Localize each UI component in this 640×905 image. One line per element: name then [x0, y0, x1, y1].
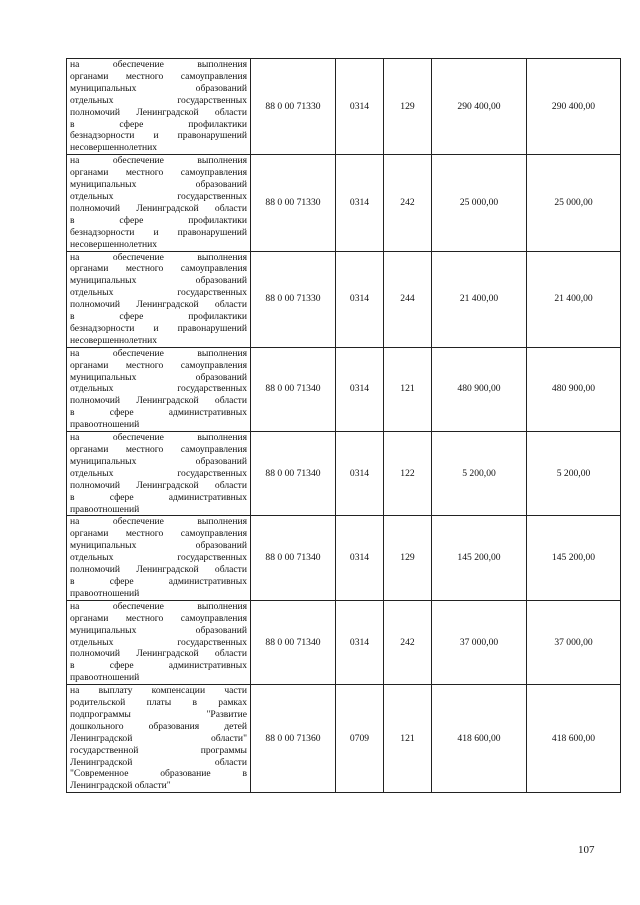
target-code-cell: 88 0 00 71340 [251, 347, 336, 431]
description-line: в сфере административных [70, 660, 247, 672]
description-line: полномочий Ленинградской области [70, 106, 247, 118]
amount-cell-1: 5 200,00 [432, 432, 527, 516]
section-code-cell: 0314 [336, 59, 384, 155]
description-line: родительской платы в рамках [70, 697, 247, 709]
description-line: муниципальных образований [70, 275, 247, 287]
description-line: отдельных государственных [70, 467, 247, 479]
description-line: в сфере профилактики [70, 118, 247, 130]
description-line: отдельных государственных [70, 190, 247, 202]
expense-type-cell: 242 [384, 155, 432, 251]
amount-cell-2: 480 900,00 [527, 347, 621, 431]
row-description [67, 251, 251, 347]
description-line: отдельных государственных [70, 94, 247, 106]
description-line: подпрограммы "Развитие [70, 708, 247, 720]
expense-type-cell: 121 [384, 347, 432, 431]
amount-cell-2: 290 400,00 [527, 59, 621, 155]
description-line: органами местного самоуправления [70, 167, 247, 179]
description-line: полномочий Ленинградской области [70, 202, 247, 214]
description-line: отдельных государственных [70, 287, 247, 299]
description-line: на обеспечение выполнения [70, 347, 247, 359]
description-line: "Современное образование в [70, 768, 247, 780]
page-number: 107 [578, 844, 595, 856]
section-code-cell: 0709 [336, 685, 384, 793]
table-row [67, 600, 621, 684]
table-row [67, 685, 621, 793]
amount-cell-2: 21 400,00 [527, 251, 621, 347]
description-line: органами местного самоуправления [70, 359, 247, 371]
table-row [67, 251, 621, 347]
description-line: в сфере административных [70, 491, 247, 503]
description-line: Ленинградской области" [70, 780, 171, 792]
description-line: на обеспечение выполнения [70, 516, 247, 528]
description-line: муниципальных образований [70, 624, 247, 636]
table-row [67, 155, 621, 251]
description-line: в сфере профилактики [70, 214, 247, 226]
row-description [67, 432, 251, 516]
target-code-cell: 88 0 00 71360 [251, 685, 336, 793]
description-line: муниципальных образований [70, 455, 247, 467]
row-description [67, 516, 251, 600]
description-line: органами местного самоуправления [70, 70, 247, 82]
table-row [67, 347, 621, 431]
description-line: органами местного самоуправления [70, 263, 247, 275]
description-line: государственной программы [70, 744, 247, 756]
amount-cell-1: 37 000,00 [432, 600, 527, 684]
expense-type-cell: 122 [384, 432, 432, 516]
description-line: безнадзорности и правонарушений [70, 226, 247, 238]
expense-type-cell: 129 [384, 516, 432, 600]
description-line: полномочий Ленинградской области [70, 479, 247, 491]
description-line: несовершеннолетних [70, 238, 158, 250]
description-line: отдельных государственных [70, 383, 247, 395]
section-code-cell: 0314 [336, 155, 384, 251]
description-line: дошкольного образования детей [70, 720, 247, 732]
amount-cell-2: 418 600,00 [527, 685, 621, 793]
description-line: в сфере административных [70, 575, 247, 587]
amount-cell-1: 25 000,00 [432, 155, 527, 251]
section-code-cell: 0314 [336, 600, 384, 684]
section-code-cell: 0314 [336, 347, 384, 431]
description-line: полномочий Ленинградской области [70, 564, 247, 576]
section-code-cell: 0314 [336, 432, 384, 516]
expense-type-cell: 242 [384, 600, 432, 684]
target-code-cell: 88 0 00 71330 [251, 251, 336, 347]
description-line: на обеспечение выполнения [70, 155, 247, 167]
target-code-cell: 88 0 00 71330 [251, 155, 336, 251]
amount-cell-1: 480 900,00 [432, 347, 527, 431]
description-line: муниципальных образований [70, 540, 247, 552]
description-line: правоотношений [70, 587, 140, 599]
description-line: на обеспечение выполнения [70, 432, 247, 444]
description-line: несовершеннолетних [70, 334, 158, 346]
budget-table [66, 58, 621, 793]
description-line: на обеспечение выполнения [70, 600, 247, 612]
amount-cell-2: 5 200,00 [527, 432, 621, 516]
amount-cell-1: 145 200,00 [432, 516, 527, 600]
expense-type-cell: 129 [384, 59, 432, 155]
description-line: органами местного самоуправления [70, 444, 247, 455]
description-line: полномочий Ленинградской области [70, 648, 247, 660]
description-line: в сфере административных [70, 407, 247, 419]
target-code-cell: 88 0 00 71340 [251, 516, 336, 600]
description-line: муниципальных образований [70, 179, 247, 191]
description-line: отдельных государственных [70, 636, 247, 648]
amount-cell-1: 21 400,00 [432, 251, 527, 347]
table-row [67, 516, 621, 600]
description-line: полномочий Ленинградской области [70, 299, 247, 311]
expense-type-cell: 121 [384, 685, 432, 793]
amount-cell-2: 37 000,00 [527, 600, 621, 684]
row-description [67, 59, 251, 155]
description-line: на обеспечение выполнения [70, 59, 247, 70]
description-line: муниципальных образований [70, 82, 247, 94]
description-line: на обеспечение выполнения [70, 251, 247, 263]
description-line: органами местного самоуправления [70, 612, 247, 624]
description-line: правоотношений [70, 419, 140, 431]
row-description [67, 347, 251, 431]
row-description [67, 600, 251, 684]
description-line: правоотношений [70, 503, 140, 515]
description-line: муниципальных образований [70, 371, 247, 383]
table-row [67, 59, 621, 155]
amount-cell-1: 418 600,00 [432, 685, 527, 793]
description-line: полномочий Ленинградской области [70, 395, 247, 407]
description-line: в сфере профилактики [70, 311, 247, 323]
description-line: Ленинградской области" [70, 732, 247, 744]
target-code-cell: 88 0 00 71340 [251, 432, 336, 516]
section-code-cell: 0314 [336, 251, 384, 347]
expense-type-cell: 244 [384, 251, 432, 347]
description-line: на выплату компенсации части [70, 685, 247, 697]
target-code-cell: 88 0 00 71340 [251, 600, 336, 684]
section-code-cell: 0314 [336, 516, 384, 600]
description-line: несовершеннолетних [70, 142, 158, 154]
description-line: отдельных государственных [70, 552, 247, 564]
description-line: безнадзорности и правонарушений [70, 130, 247, 142]
row-description [67, 685, 251, 793]
table-row [67, 432, 621, 516]
description-line: Ленинградской области [70, 756, 247, 768]
description-line: безнадзорности и правонарушений [70, 322, 247, 334]
amount-cell-2: 25 000,00 [527, 155, 621, 251]
budget-table-body [67, 59, 621, 793]
target-code-cell: 88 0 00 71330 [251, 59, 336, 155]
description-line: органами местного самоуправления [70, 528, 247, 540]
description-line: правоотношений [70, 672, 140, 684]
amount-cell-1: 290 400,00 [432, 59, 527, 155]
amount-cell-2: 145 200,00 [527, 516, 621, 600]
row-description [67, 155, 251, 251]
